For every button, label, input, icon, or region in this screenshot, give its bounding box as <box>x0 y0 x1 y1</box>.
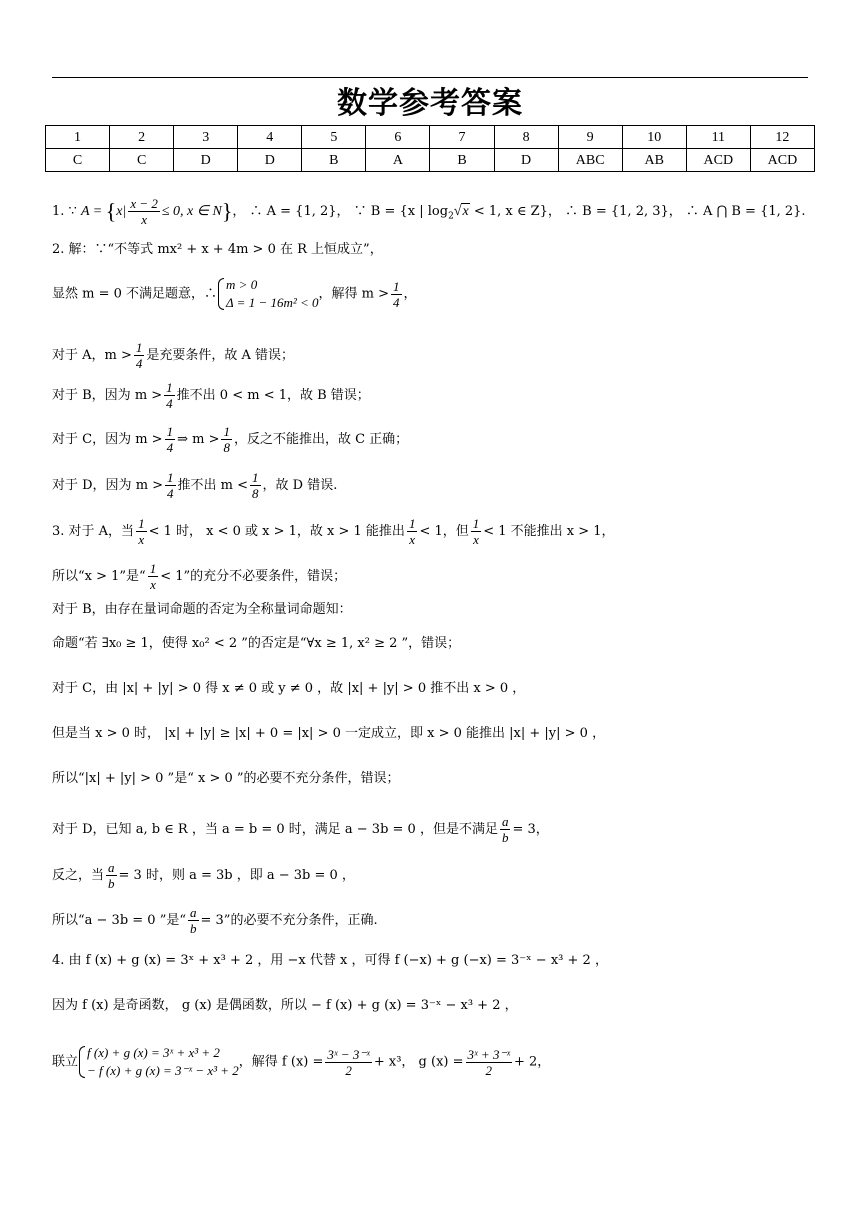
fraction: $\frac{1}{4}$ <box>393 278 400 310</box>
solution-4-system: 联立 f (x) + g (x) = 3ˣ + x³ + 2 − f (x) + g (x) = 3⁻ˣ − x³ + 2 ，解得 f (x) = $\frac{\text{3ˣ − 3⁻ˣ}}{2}$ + x³， g (x) = $\frac{\text{3ˣ + 3⁻ˣ}}{2}$ + 2， <box>52 1045 551 1078</box>
question-number-cell: 9 <box>558 126 622 149</box>
fraction: $\frac{x - 2}{x}$ <box>130 196 158 227</box>
page-title: 数学参考答案 <box>337 86 523 121</box>
solution-4-line: 4. 由 f (x) + g (x) = 3ˣ + x³ + 2 ，用 −x 代替 x ，可得 f (−x) + g (−x) = 3⁻ˣ − x³ + 2 ， <box>52 953 608 968</box>
solution-3-option-c-conclusion: 所以“|x| + |y| > 0 ”是“ x > 0 ”的必要不充分条件，错误； <box>52 771 400 786</box>
answer-cell: AB <box>622 149 686 172</box>
solution-1-line: 1. ∵ A = {x| $\frac{x - 2}{x}$ ≤ 0, x ∈ N}， ∴ A = {1, 2}， ∵ B = {x | $\log_2√x < 1$, x ∈ Z}， ∴ B = {1, 2, 3}， ∴ A ⋂ B = {1, 2}. <box>52 196 806 227</box>
fraction: $\frac{1}{x}$ <box>472 516 480 547</box>
solution-2-option-d: 对于 D，因为 m > $\frac{1}{4}$ 推不出 m < $\frac{1}{8}$ ，故 D 错误. <box>52 470 338 501</box>
answer-cell: D <box>238 149 302 172</box>
solution-4-parity: 因为 f (x) 是奇函数， g (x) 是偶函数，所以 − f (x) + g (x) = 3⁻ˣ − x³ + 2 ， <box>52 998 518 1013</box>
fraction: $\frac{1}{4}$ <box>166 380 173 411</box>
fraction: $\frac{1}{x}$ <box>408 516 416 547</box>
fraction: $\frac{1}{x}$ <box>138 516 145 547</box>
fraction: $\frac{1}{4}$ <box>167 470 174 501</box>
solution-3-option-a-conclusion: 所以“x > 1”是“ $\frac{1}{x}$ < 1”的充分不必要条件，错误； <box>52 561 347 592</box>
sqrt-symbol: √ <box>453 204 462 219</box>
solution-2-option-a: 对于 A，m > $\frac{1}{4}$ 是充要条件，故 A 错误； <box>52 340 295 371</box>
header-rule <box>52 77 808 78</box>
solution-3-option-b-conclusion: 命题“若 ∃x₀ ≥ 1，使得 x₀² < 2 ”的否定是“∀x ≥ 1, x² ≥ 2 ”，错误； <box>52 636 461 651</box>
solution-3-option-b: 对于 B，由存在量词命题的否定为全称量词命题知： <box>52 602 352 617</box>
fraction: $\frac{\text{3ˣ − 3⁻ˣ}}{2}$ <box>327 1046 370 1078</box>
fraction: $\frac{1}{4}$ <box>135 340 143 371</box>
system-of-inequalities: m > 0 Δ = 1 − 16m² < 0 <box>217 276 319 312</box>
answer-cell: B <box>430 149 494 172</box>
fraction: $\frac{1}{8}$ <box>252 470 259 501</box>
question-number-cell: 8 <box>494 126 558 149</box>
answer-table <box>45 125 815 172</box>
question-number-cell: 1 <box>46 126 110 149</box>
question-number-cell: 12 <box>750 126 814 149</box>
question-number-cell: 10 <box>622 126 686 149</box>
fraction: $\frac{a}{b}$ <box>108 860 115 891</box>
answer-cell: D <box>174 149 238 172</box>
solution-2-line: 2. 解：∵“不等式 mx² + x + 4m > 0 在 R 上恒成立”， <box>52 242 383 257</box>
question-number-cell: 3 <box>174 126 238 149</box>
left-brace: { <box>105 198 117 224</box>
question-number-cell: 7 <box>430 126 494 149</box>
answer-table-answer-row <box>46 149 815 172</box>
solution-3-option-d-conclusion: 所以“a − 3b = 0 ”是“ $\frac{a}{b}$ = 3”的必要不充分条件，正确. <box>52 905 378 936</box>
question-number-cell: 2 <box>110 126 174 149</box>
system-of-equations: f (x) + g (x) = 3ˣ + x³ + 2 − f (x) + g (x) = 3⁻ˣ − x³ + 2 <box>78 1044 239 1080</box>
answer-cell: B <box>302 149 366 172</box>
fraction: $\frac{a}{b}$ <box>501 814 509 845</box>
fraction: $\frac{a}{b}$ <box>190 905 197 936</box>
solution-3-option-d-converse: 反之，当 $\frac{a}{b}$ = 3 时，则 a = 3b ，即 a − 3b = 0 ， <box>52 860 355 891</box>
solution-2-option-c: 对于 C，因为 m > $\frac{1}{4}$ ⇒ m > $\frac{1}{8}$ ，反之不能推出，故 C 正确； <box>52 424 409 455</box>
answer-cell: ACD <box>686 149 750 172</box>
answer-cell: C <box>46 149 110 172</box>
answer-cell: C <box>110 149 174 172</box>
answer-cell: D <box>494 149 558 172</box>
answer-cell: ABC <box>558 149 622 172</box>
answer-cell: ACD <box>750 149 814 172</box>
right-brace: } <box>221 198 233 224</box>
answer-cell: A <box>366 149 430 172</box>
solution-2-option-b: 对于 B，因为 m > $\frac{1}{4}$ 推不出 0 < m < 1，故 B 错误； <box>52 380 370 411</box>
question-number-cell: 6 <box>366 126 430 149</box>
question-number-cell: 4 <box>238 126 302 149</box>
solution-3-line: 3. 对于 A，当 $\frac{1}{x}$ < 1 时， x < 0 或 x > 1，故 x > 1 能推出 $\frac{1}{x}$ < 1，但 $\frac{1}{x}$ < 1 不能推出 x > 1， <box>52 516 615 547</box>
answer-table-number-row <box>46 126 815 149</box>
solution-2-condition-line: 显然 m = 0 不满足题意，∴ m > 0 Δ = 1 − 16m² < 0 ，解得 m > $\frac{1}{4}$ ， <box>52 277 417 310</box>
solution-3-option-c-detail: 但是当 x > 0 时， |x| + |y| ≥ |x| + 0 = |x| > 0 一定成立，即 x > 0 能推出 |x| + |y| > 0 ， <box>52 726 606 741</box>
solution-3-option-c: 对于 C，由 |x| + |y| > 0 得 x ≠ 0 或 y ≠ 0 ，故 |x| + |y| > 0 推不出 x > 0 ， <box>52 681 526 696</box>
fraction: $\frac{\text{3ˣ + 3⁻ˣ}}{2}$ <box>467 1046 510 1078</box>
fraction: $\frac{1}{x}$ <box>149 561 157 592</box>
fraction: $\frac{1}{8}$ <box>223 424 230 455</box>
fraction: $\frac{1}{4}$ <box>166 424 174 455</box>
question-number-cell: 5 <box>302 126 366 149</box>
solution-3-option-d: 对于 D，已知 a, b ∈ R ，当 a = b = 0 时，满足 a − 3b = 0 ，但是不满足 $\frac{a}{b}$ = 3， <box>52 814 549 845</box>
question-number-cell: 11 <box>686 126 750 149</box>
